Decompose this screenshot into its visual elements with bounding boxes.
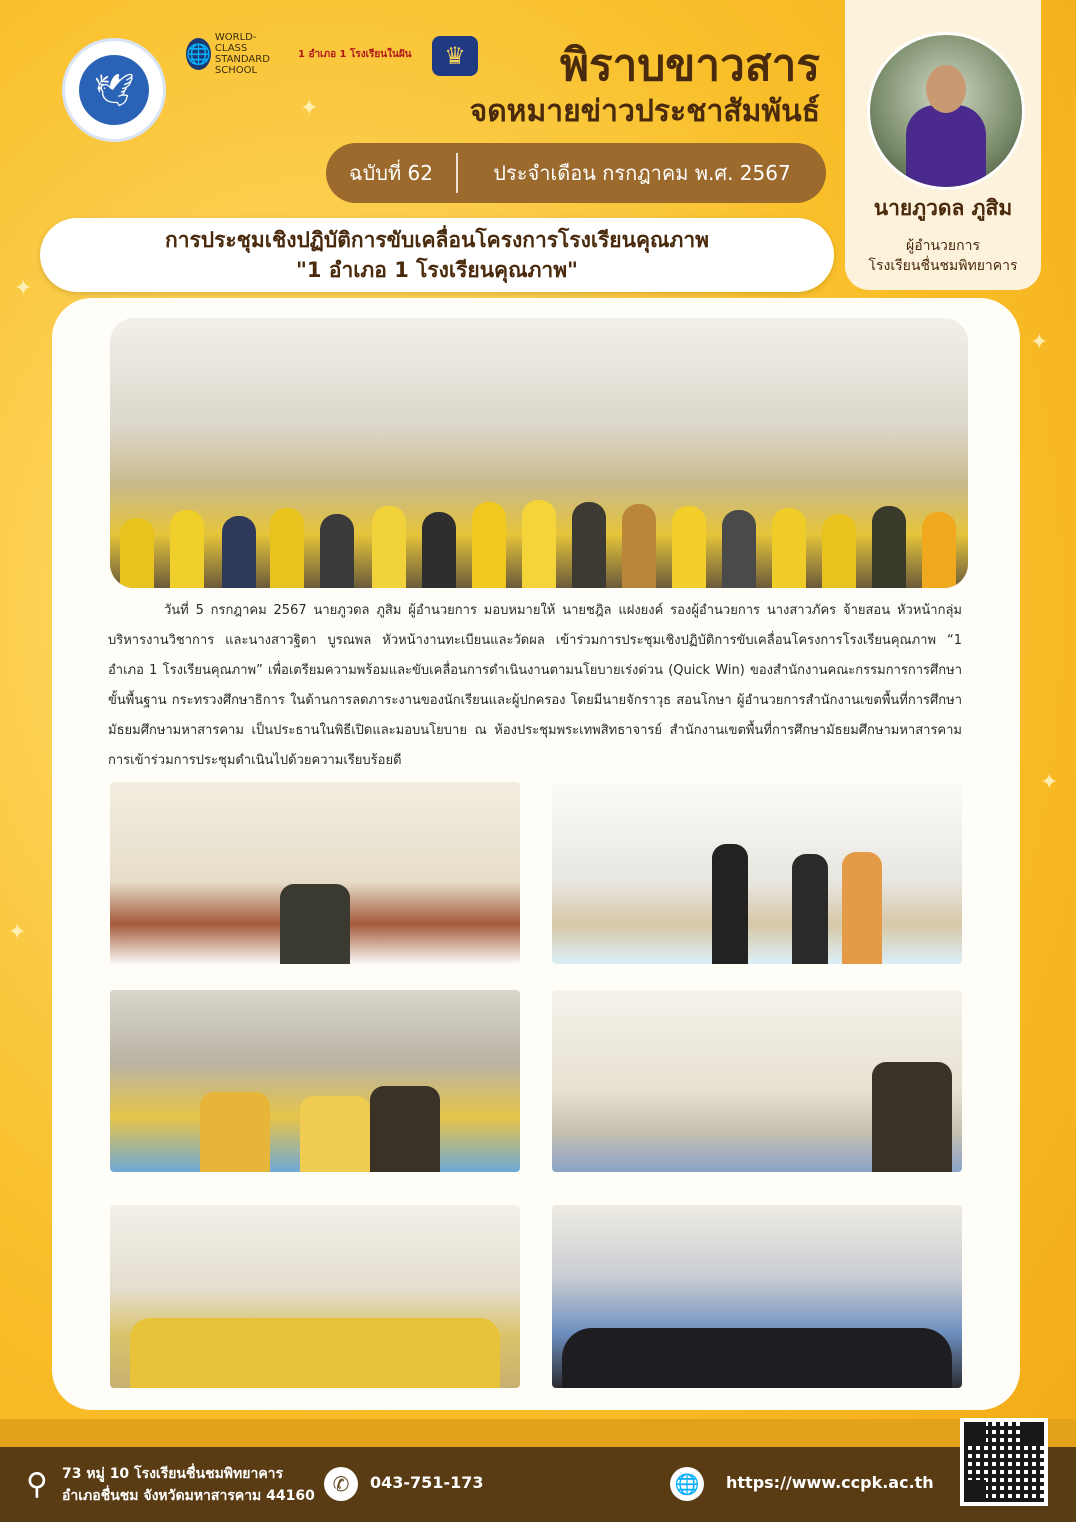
newsletter-title: พิราบขาวสาร: [560, 40, 820, 91]
crown-logo: [432, 36, 478, 76]
sparkle-decoration: ✦: [300, 96, 319, 121]
phone-number[interactable]: 043-751-173: [370, 1473, 484, 1492]
photo-speaker-with-microphone: [552, 990, 962, 1172]
footer: [0, 1447, 1076, 1522]
world-class-logo: [186, 32, 286, 76]
director-role-school: โรงเรียนชื่นชมพิทยาคาร: [868, 258, 1018, 274]
address-line-2: อำเภอชื่นชม จังหวัดมหาสารคาม 44160: [62, 1488, 315, 1504]
sparkle-decoration: ✦: [14, 276, 33, 301]
qr-code[interactable]: [960, 1418, 1048, 1506]
director-role-title: ผู้อำนวยการ: [906, 238, 980, 254]
headline-line-1: การประชุมเชิงปฏิบัติการขับเคลื่อนโครงการโรงเรียนคุณภาพ: [165, 228, 709, 252]
issue-number: ฉบับที่ 62: [348, 161, 433, 185]
hero-group-photo: [110, 318, 968, 588]
photo-presenter-at-desk: [110, 782, 520, 964]
issue-month: ประจำเดือน กรกฎาคม พ.ศ. 2567: [493, 161, 791, 185]
school-logo: [62, 38, 166, 142]
issue-pill: [326, 143, 826, 203]
photo-group-participants: [110, 1205, 520, 1388]
location-pin-icon: ⚲: [26, 1466, 48, 1502]
director-role: [845, 236, 1041, 276]
director-photo: [867, 32, 1025, 190]
world-class-text: WORLD-CLASS STANDARD SCHOOL: [214, 32, 270, 76]
dove-icon: 🕊: [79, 55, 149, 125]
sparkle-decoration: ✦: [1030, 330, 1049, 355]
globe-icon: 🌐: [670, 1467, 704, 1501]
director-name: นายภูวดล ภูสิม: [873, 196, 1013, 220]
phone-icon: ✆: [324, 1467, 358, 1501]
website-link[interactable]: https://www.ccpk.ac.th: [726, 1473, 934, 1492]
address-line-1: 73 หมู่ 10 โรงเรียนชื่นชมพิทยาคาร: [62, 1466, 284, 1482]
sparkle-decoration: ✦: [1040, 770, 1059, 795]
article-body: วันที่ 5 กรกฎาคม 2567 นายภูวดล ภูสิม ผู้อำนวยการ มอบหมายให้ นายชฎิล แฝงยงค์ รองผู้อำนวยการ นางสาวภัคร จ้ายสอน หัวหน้ากลุ่มบริหารงานวิชาการ และนางสาวฐิตา บูรณพล หัวหน้างานทะเบียนและวัดผล เข้าร่วมการประชุมเชิงปฏิบัติการขับเคลื่อนโครงการโรงเรียนคุณภาพ “1 อำเภอ 1 โรงเรียนคุณภาพ” เพื่อเตรียมความพร้อมและขับเคลื่อนการดำเนินงานตามนโยบายเร่งด่วน (Quick Win) ของสำนักงานคณะกรรมการการศึกษาขั้นพื้นฐาน กระทรวงศึกษาธิการ ในด้านการลดภาระงานของนักเรียนและผู้ปกครอง โดยมีนายจักราวุธ สอนโกษา ผู้อำนวยการสำนักงานเขตพื้นที่การศึกษามัธยมศึกษามหาสารคาม เป็นประธานในพิธีเปิดและมอบนโยบาย ณ ห้องประชุมพระเทพสิทธาจารย์ สำนักงานเขตพื้นที่การศึกษามัธยมศึกษามหาสารคาม การเข้าร่วมการประชุมดำเนินไปด้วยความเรียบร้อยดี: [108, 603, 962, 768]
photo-meeting-audience: [552, 1205, 962, 1388]
photo-staff-at-podium: [552, 782, 962, 964]
one-district-text: 1 อำเภอ 1 โรงเรียนในฝัน: [298, 48, 412, 60]
globe-icon: 🌐: [186, 38, 211, 70]
issue-divider: [456, 153, 458, 193]
newsletter-subtitle: จดหมายข่าวประชาสัมพันธ์: [469, 94, 820, 129]
headline-line-2: "1 อำเภอ 1 โรงเรียนคุณภาพ": [295, 258, 578, 282]
crown-icon: ♛: [444, 42, 466, 70]
content-card: [52, 298, 1020, 1410]
article-headline: [40, 218, 834, 292]
footer-band: [0, 1419, 1076, 1447]
director-card: [845, 0, 1041, 290]
sparkle-decoration: ✦: [8, 920, 27, 945]
one-district-logo: [298, 36, 418, 72]
photo-attendees-seated: [110, 990, 520, 1172]
